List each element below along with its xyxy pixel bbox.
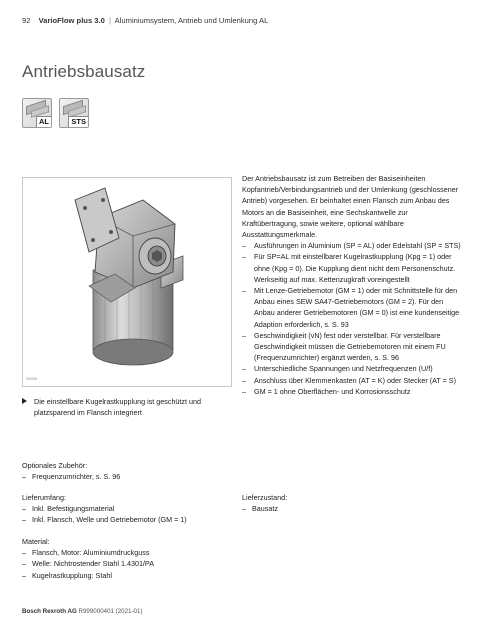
optional-accessories bbox=[22, 460, 232, 482]
figure-id: 33930 bbox=[26, 376, 38, 381]
page-footer bbox=[22, 608, 143, 615]
header-separator: | bbox=[108, 16, 111, 25]
delivery-scope-heading: Lieferumfang: bbox=[22, 493, 66, 502]
feature-item: – Ausführungen in Aluminium (SP = AL) oder Edelstahl (SP = STS) bbox=[242, 240, 464, 251]
page-header bbox=[22, 16, 268, 25]
stainless-variant-icon bbox=[59, 98, 89, 128]
aluminium-variant-icon bbox=[22, 98, 52, 128]
drive-kit-illustration bbox=[23, 178, 231, 386]
document-number: R999000401 (2021-01) bbox=[78, 608, 143, 615]
delivery-scope-item: – Inkl. Befestigungsmaterial bbox=[22, 503, 237, 514]
description-intro: Der Antriebsbausatz ist zum Betreiben der Basiseinheiten Kopfantrieb/Verbindungsantrieb und der Umlenkung (geschlossener Antrieb) vorgesehen. Er beinhaltet einen Flansch zum Anbau des Motors an die Basiseinheit, eine Sechskantwelle zur Kraftübertragung, sowie weitere, optional wählbare Ausstattungsmerkmale. bbox=[242, 174, 459, 240]
feature-list bbox=[242, 240, 464, 397]
caption-text: Die einstellbare Kugelrastkupplung ist geschützt und platzsparend im Flansch integriert bbox=[34, 397, 202, 417]
product-name: VarioFlow plus 3.0 bbox=[38, 16, 105, 25]
page-title: Antriebsbausatz bbox=[22, 62, 146, 81]
badge-label-sts: STS bbox=[68, 116, 88, 127]
delivery-scope-item: – Inkl. Flansch, Welle und Getriebemotor (GM = 1) bbox=[22, 514, 237, 525]
page-number: 92 bbox=[22, 16, 31, 25]
figure-caption bbox=[22, 396, 234, 418]
feature-item: – Geschwindigkeit (vN) fest oder verstellbar. Für verstellbare Geschwindigkeit müssen die Getriebemotoren mit einem FU (Frequenzumrichter) ergänzt werden, s. S. 96 bbox=[242, 330, 464, 364]
feature-item: – Unterschiedliche Spannungen und Netzfrequenzen (U/f) bbox=[242, 363, 464, 374]
optional-item: – Frequenzumrichter, s. S. 96 bbox=[22, 471, 232, 482]
company-name: Bosch Rexroth AG bbox=[22, 608, 77, 615]
product-figure bbox=[22, 177, 232, 387]
feature-item: – Anschluss über Klemmenkasten (AT = K) oder Stecker (AT = S) bbox=[242, 375, 464, 386]
feature-item: – GM = 1 ohne Oberflächen- und Korrosionsschutz bbox=[242, 386, 464, 397]
delivery-state-heading: Lieferzustand: bbox=[242, 493, 288, 502]
variant-badges bbox=[22, 98, 89, 128]
badge-label-al: AL bbox=[36, 116, 51, 127]
delivery-state-item: – Bausatz bbox=[242, 503, 442, 514]
material-section bbox=[22, 536, 262, 581]
delivery-state bbox=[242, 492, 442, 514]
material-item: – Flansch, Motor: Aluminiumdruckguss bbox=[22, 547, 262, 558]
material-item: – Welle: Nichtrostender Stahl 1.4301/PA bbox=[22, 558, 262, 569]
triangle-bullet-icon bbox=[22, 398, 27, 404]
feature-item: – Mit Lenze-Getriebemotor (GM = 1) oder mit Schnittstelle für den Anbau eines SEW SA47-Getriebemotors (GM = 2). Für den Anbau anderer Getriebemotoren (GM = 0) ist eine kundenseitige Adaption erforderlich, s. S. 93 bbox=[242, 285, 464, 330]
material-item: – Kugelrastkupplung: Stahl bbox=[22, 570, 262, 581]
section-name: Aluminiumsystem, Antrieb und Umlenkung AL bbox=[114, 16, 269, 25]
description-column bbox=[242, 173, 464, 397]
optional-heading: Optionales Zubehör: bbox=[22, 461, 88, 470]
delivery-scope bbox=[22, 492, 237, 526]
material-heading: Material: bbox=[22, 537, 50, 546]
feature-item: – Für SP=AL mit einstellbarer Kugelrastkupplung (Kpg = 1) oder ohne (Kpg = 0). Die Kupplung dient nicht dem Personenschutz. Werkseitig auf max. Kettenzugkraft voreingestellt bbox=[242, 251, 464, 285]
